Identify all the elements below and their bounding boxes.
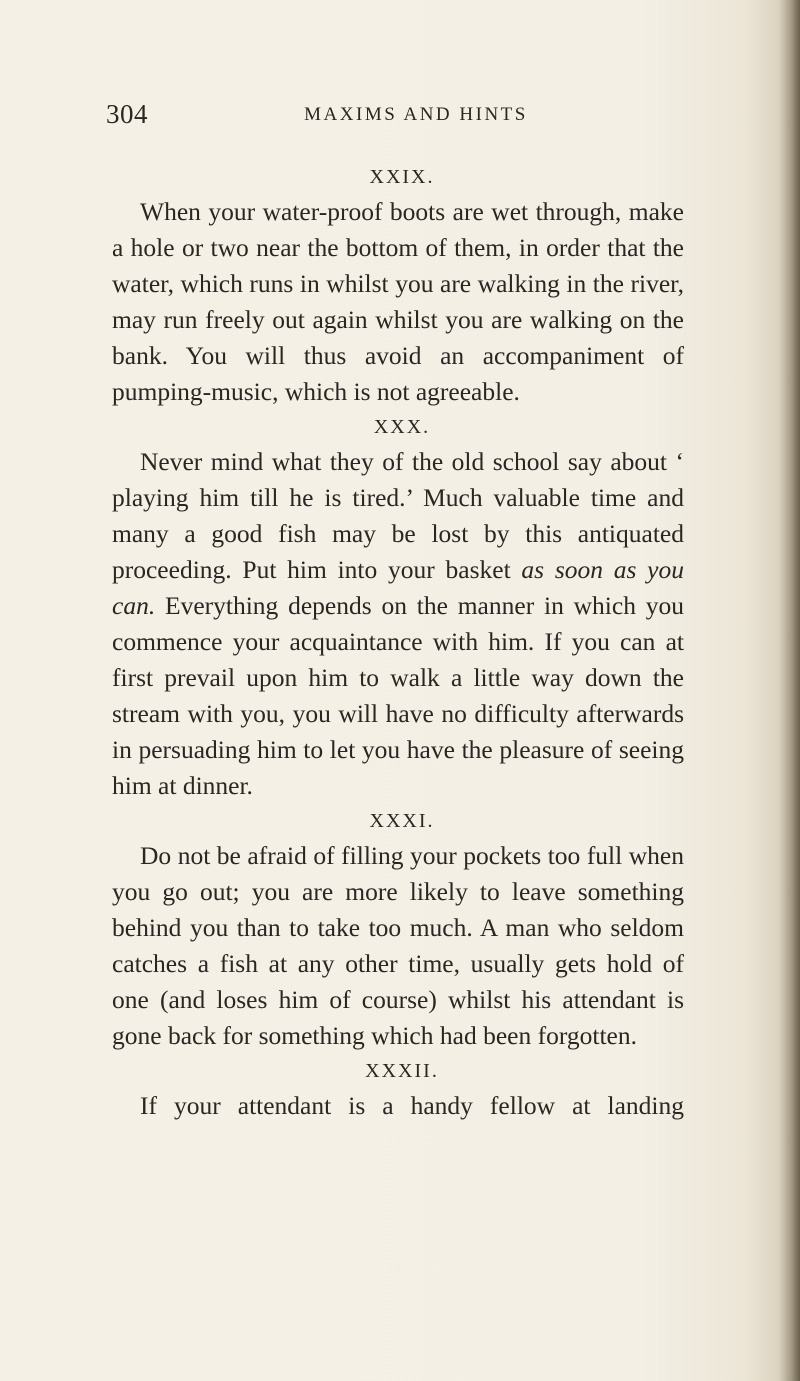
section-text-xxx-part-1: Never mind what they of the old school say about ‘ playing him till he is tired.’ Much valuable time and many a good fish may be lost by this antiquated proceeding. Put him into your basket	[112, 447, 684, 584]
section-heading-xxx: XXX.	[373, 416, 431, 438]
section-heading-xxix: XXIX.	[369, 166, 435, 188]
section-text-xxx-italic: as soon as you can.	[112, 555, 684, 620]
page-body	[112, 160, 684, 1124]
section-text-xxxi: Do not be afraid of filling your pockets too full when you go out; you are more likely to leave something behind you than to take too much. A man who seldom catches a fish at any other time, usually gets hold of one (and loses him of course) whilst his attendant is gone back for something which had been forgotten.	[112, 841, 684, 1050]
section-text-xxx	[112, 444, 684, 804]
page-header	[106, 97, 686, 137]
section-heading-xxxii: XXXII.	[365, 1060, 439, 1082]
section-text-xxx-part-2: Everything depends on the manner in which you commence your acquaintance with him. If you can at first prevail upon him to walk a little way down the stream with you, you will have no difficulty afterwards in persuading him to let you have the pleasure of seeing him at dinner.	[112, 591, 684, 800]
section-heading-xxxi: XXXI.	[369, 810, 435, 832]
section-text-xxix: When your water-proof boots are wet through, make a hole or two near the bottom of them, in order that the water, which runs in whilst you are walking in the river, may run freely out again whilst you are walking on the bank. You will thus avoid an accompaniment of pumping-music, which is not agreeable.	[112, 197, 684, 406]
section-text-xxxii: If your attendant is a handy fellow at landing	[140, 1091, 684, 1120]
page-number: 304	[106, 99, 148, 129]
page-edge-shadow	[778, 0, 800, 1381]
running-head: MAXIMS AND HINTS	[304, 104, 528, 125]
